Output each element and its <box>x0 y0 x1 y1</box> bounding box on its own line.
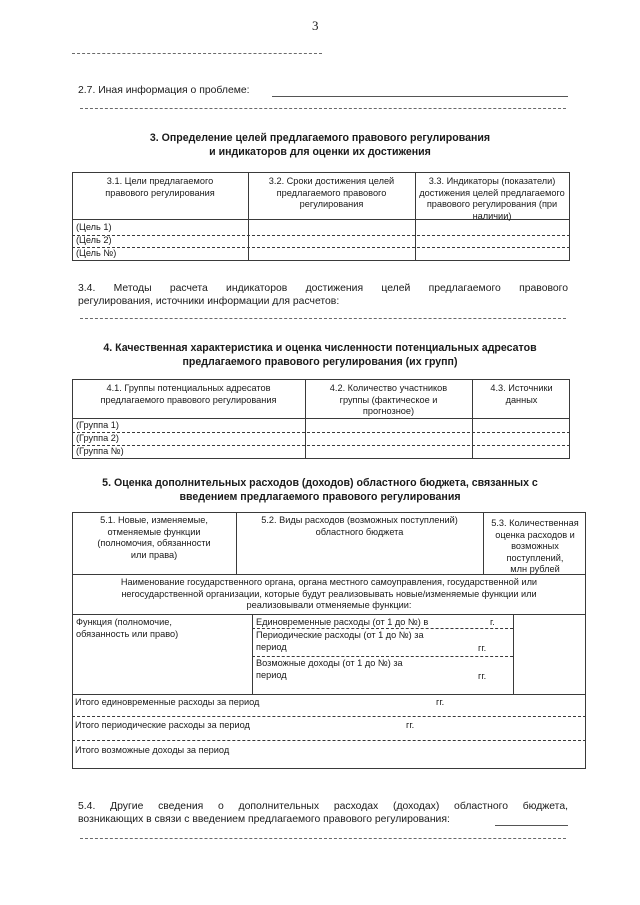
section-5-4-line2: возникающих в связи с введением предлагаемого правового регулирования: <box>78 814 450 825</box>
estimate-col-header: 5.3. Количественная оценка расходов и возможных поступлений, млн рублей <box>491 518 579 574</box>
functions-col-header: 5.1. Новые, изменяемые, отменяемые функции (полномочия, обязанности или права) <box>97 515 211 560</box>
answer-line[interactable] <box>80 318 566 319</box>
total-periodic-label: Итого периодические расходы за период <box>75 720 250 730</box>
table-row[interactable]: (Цель 1) <box>76 222 112 232</box>
function-label: Функция (полномочие, обязанность или право) <box>76 617 179 639</box>
section-3-title: 3. Определение целей предлагаемого правового регулирования и индикаторов для оценки их достижения <box>149 132 491 158</box>
indicators-col-header: 3.3. Индикаторы (показатели) достижения целей предлагаемого правового регулирования (при наличии) <box>419 176 565 221</box>
section-3-4-line1: 3.4. Методы расчета индикаторов достижения целей предлагаемого правового <box>78 283 568 294</box>
table-row[interactable]: (Группа №) <box>76 446 124 456</box>
answer-line[interactable] <box>80 838 566 839</box>
periodic-expenses-label: Периодические расходы (от 1 до №) за период <box>256 630 424 652</box>
years-label: гг. <box>478 671 487 681</box>
total-one-time-label: Итого единовременные расходы за период <box>75 697 260 707</box>
years-label: гг. <box>478 643 487 653</box>
answer-line[interactable] <box>272 96 568 97</box>
organization-name-row: Наименование государственного органа, органа местного самоуправления, государственной или негосударственной организации, которые будут реализовывать новые/изменяемые функции или реализовывали отменяемые функции: <box>120 577 538 610</box>
expense-types-col-header: 5.2. Виды расходов (возможных поступлений) областного бюджета <box>261 515 458 537</box>
page-number: 3 <box>312 18 319 33</box>
fill-line <box>72 53 322 54</box>
section-2-7-label: 2.7. Иная информация о проблеме: <box>78 85 250 96</box>
years-label: гг. <box>436 697 445 707</box>
deadline-col-header: 3.2. Сроки достижения целей предлагаемого правового регулирования <box>268 176 395 209</box>
years-label: гг. <box>406 720 415 730</box>
section-4-title: 4. Качественная характеристика и оценка численности потенциальных адресатов предлагаемого правового регулирования (их групп) <box>103 342 537 368</box>
sources-col-header: 4.3. Источники данных <box>490 383 553 405</box>
section-5-4-line1: 5.4. Другие сведения о дополнительных расходах (доходах) областного бюджета, <box>78 801 568 812</box>
table-row[interactable]: (Группа 1) <box>76 420 119 430</box>
table-row[interactable]: (Группа 2) <box>76 433 119 443</box>
participants-col-header: 4.2. Количество участников группы (фактическое и прогнозное) <box>329 383 448 416</box>
goals-col-header: 3.1. Цели предлагаемого правового регулирования <box>105 176 215 198</box>
answer-line[interactable] <box>495 825 568 826</box>
groups-col-header: 4.1. Группы потенциальных адресатов предлагаемого правового регулирования <box>100 383 277 405</box>
section-5-title: 5. Оценка дополнительных расходов (доходов) областного бюджета, связанных с введением предлагаемого правового регулирования <box>102 477 538 503</box>
one-time-expenses-label: Единовременные расходы (от 1 до №) в <box>256 617 429 627</box>
table-row[interactable]: (Цель №) <box>76 248 117 258</box>
year-label: г. <box>490 617 495 627</box>
section-3-4-line2: регулирования, источники информации для расчетов: <box>78 296 340 307</box>
possible-income-label: Возможные доходы (от 1 до №) за период <box>256 658 403 680</box>
total-possible-label: Итого возможные доходы за период <box>75 745 230 755</box>
answer-line[interactable] <box>80 108 566 109</box>
table-row[interactable]: (Цель 2) <box>76 235 112 245</box>
